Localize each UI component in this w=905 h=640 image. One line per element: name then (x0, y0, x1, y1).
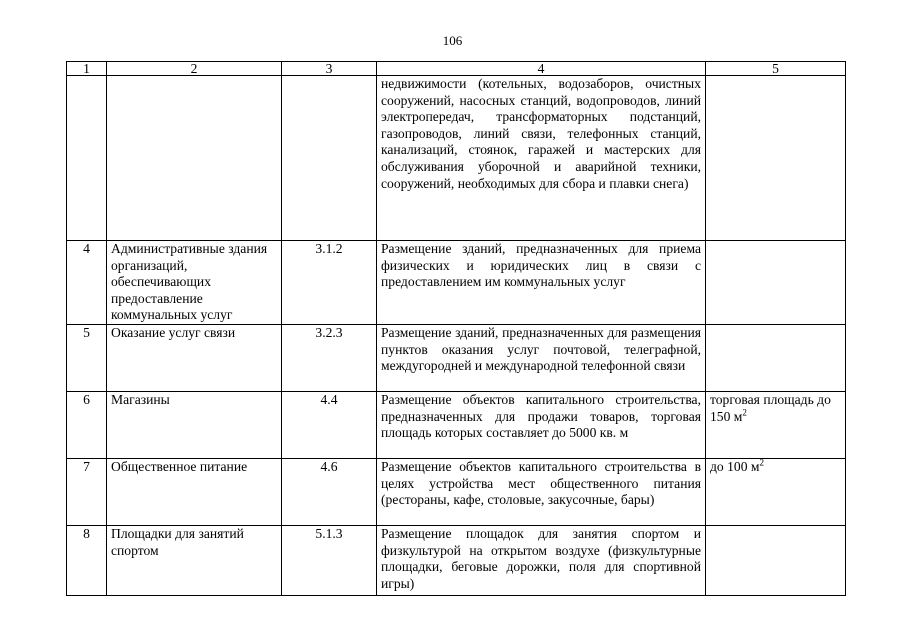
row-number (67, 76, 107, 241)
table-row (67, 526, 846, 596)
zoning-table (66, 61, 846, 596)
land-use-name: Общественное питание (107, 459, 282, 526)
row-number: 6 (67, 392, 107, 459)
land-use-description: Размещение объектов капитального строительства, предназначенных для продажи товаров, торговая площадь которых составляет до 5000 кв. м (377, 392, 706, 459)
land-use-description: Размещение зданий, предназначенных для размещения пунктов оказания услуг почтовой, телеграфной, междугородней и международной телефонной связи (377, 325, 706, 392)
land-use-name: Площадки для занятий спортом (107, 526, 282, 596)
land-use-name (107, 76, 282, 241)
land-use-name: Оказание услуг связи (107, 325, 282, 392)
row-number: 8 (67, 526, 107, 596)
column-header: 1 (67, 62, 107, 76)
land-use-parameters (706, 392, 846, 459)
column-header: 4 (377, 62, 706, 76)
parameter-text: до 100 м (710, 459, 760, 474)
row-number: 7 (67, 459, 107, 526)
land-use-parameters (706, 526, 846, 596)
column-header: 3 (282, 62, 377, 76)
land-use-parameters (706, 325, 846, 392)
land-use-code (282, 76, 377, 241)
land-use-parameters (706, 241, 846, 325)
parameter-superscript: 2 (742, 407, 747, 418)
land-use-name: Административные здания организаций, обеспечивающих предоставление коммунальных услуг (107, 241, 282, 325)
land-use-code: 4.6 (282, 459, 377, 526)
table-row (67, 325, 846, 392)
parameter-superscript: 2 (759, 457, 765, 468)
land-use-description: Размещение зданий, предназначенных для приема физических и юридических лиц в связи с предоставлением им коммунальных услуг (377, 241, 706, 325)
land-use-code: 5.1.3 (282, 526, 377, 596)
page-number: 106 (442, 33, 463, 48)
parameter-text: торговая площадь до 150 м (710, 392, 831, 424)
land-use-description: недвижимости (котельных, водозаборов, очистных сооружений, насосных станций, водопроводов, линий электропередач, трансформаторных подстанций, газопроводов, линий связи, телефонных станций, канализаций, стоянок, гаражей и мастерских для обслуживания уборочной и аварийной техники, сооружений, необходимых для сбора и плавки снега) (377, 76, 706, 241)
land-use-description: Размещение объектов капитального строительства в целях устройства мест общественного питания (рестораны, кафе, столовые, закусочные, бары) (377, 459, 706, 526)
table-row (67, 241, 846, 325)
land-use-parameters (706, 459, 846, 526)
land-use-code: 4.4 (282, 392, 377, 459)
table-header-row (67, 62, 846, 76)
land-use-code: 3.1.2 (282, 241, 377, 325)
row-number: 4 (67, 241, 107, 325)
land-use-description: Размещение площадок для занятия спортом и физкультурой на открытом воздухе (физкультурные площадки, беговые дорожки, поля для спортивной игры) (377, 526, 706, 596)
table-row (67, 392, 846, 459)
land-use-name: Магазины (107, 392, 282, 459)
land-use-code: 3.2.3 (282, 325, 377, 392)
column-header: 2 (107, 62, 282, 76)
table-row (67, 459, 846, 526)
row-number: 5 (67, 325, 107, 392)
column-header: 5 (706, 62, 846, 76)
land-use-parameters (706, 76, 846, 241)
table-row (67, 76, 846, 241)
